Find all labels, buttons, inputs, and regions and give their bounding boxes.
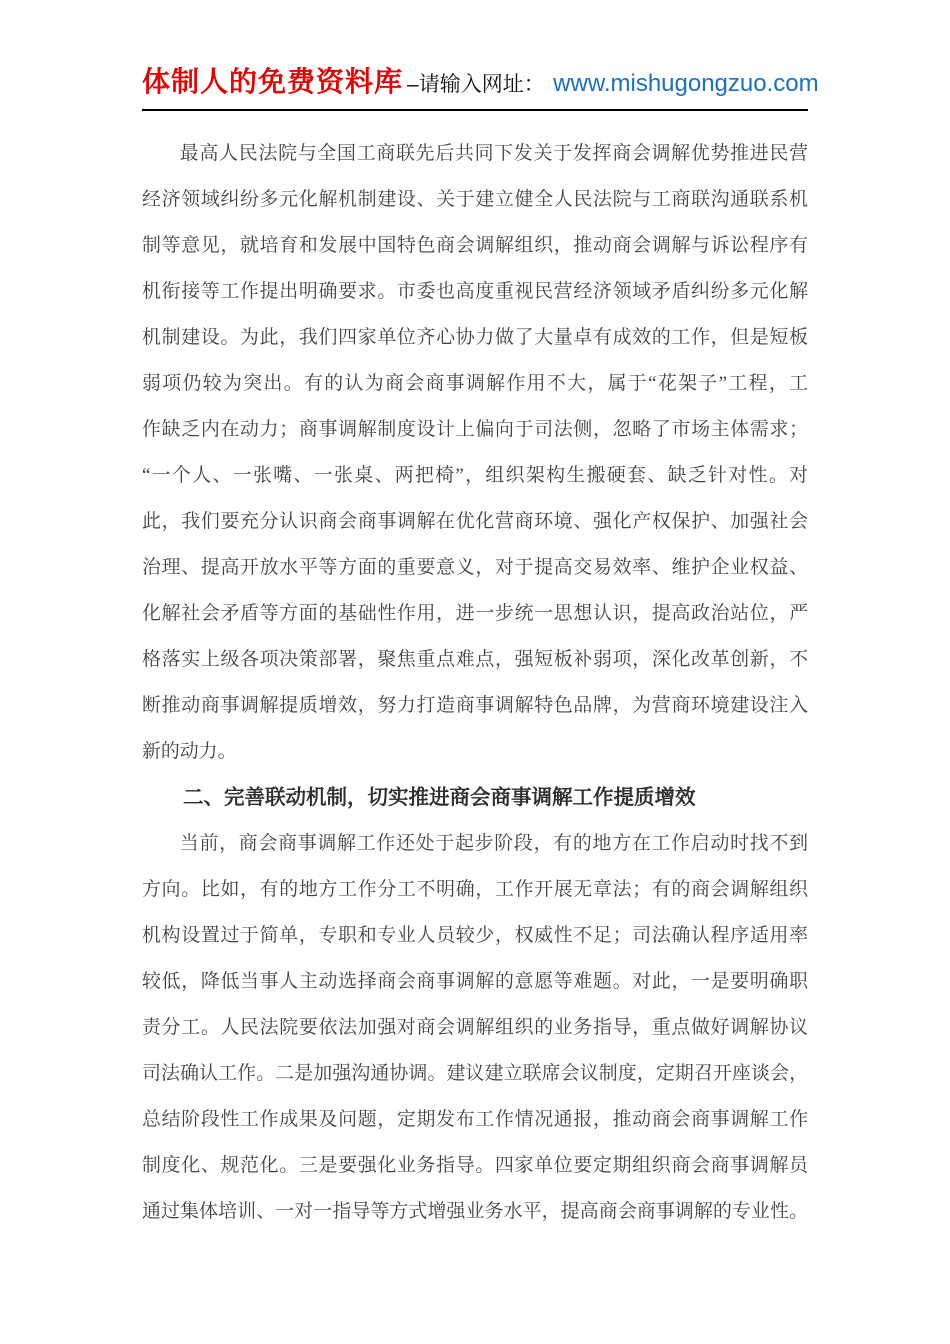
- paragraph: [142, 821, 808, 1235]
- text-line: 弱项仍较为突出。有的认为商会商事调解作用不大，属于“花架子”工程，工: [142, 373, 808, 394]
- text-line: 机衔接等工作提出明确要求。市委也高度重视民营经济领域矛盾纠纷多元化解: [142, 281, 808, 302]
- text-line: 机制建设。为此，我们四家单位齐心协力做了大量卓有成效的工作，但是短板: [142, 327, 808, 348]
- text-line: 新的动力。: [142, 741, 237, 762]
- text-line: 机构设置过于简单，专职和专业人员较少，权威性不足；司法确认程序适用率: [142, 925, 808, 946]
- text-line: 断推动商事调解提质增效，努力打造商事调解特色品牌，为营商环境建设注入: [142, 695, 808, 716]
- text-line: 通过集体培训、一对一指导等方式增强业务水平，提高商会商事调解的专业性。: [142, 1201, 808, 1222]
- site-title: 体制人的免费资料库: [142, 66, 404, 97]
- text-line: 此，我们要充分认识商会商事调解在优化营商环境、强化产权保护、加强社会: [142, 511, 808, 532]
- text-line: 制度化、规范化。三是要强化业务指导。四家单位要定期组织商会商事调解员: [142, 1155, 808, 1176]
- paragraph: [142, 131, 808, 775]
- text-line: 较低，降低当事人主动选择商会商事调解的意愿等难题。对此，一是要明确职: [142, 971, 808, 992]
- text-line: 作缺乏内在动力；商事调解制度设计上偏向于司法侧，忽略了市场主体需求；: [142, 419, 808, 440]
- text-line: 当前，商会商事调解工作还处于起步阶段，有的地方在工作启动时找不到: [179, 833, 808, 854]
- text-line: 经济领域纠纷多元化解机制建设、关于建立健全人民法院与工商联沟通联系机: [142, 189, 808, 210]
- text-line: 责分工。人民法院要依法加强对商会调解组织的业务指导，重点做好调解协议: [142, 1017, 808, 1038]
- document-body: [142, 131, 808, 1235]
- text-line: 格落实上级各项决策部署，聚焦重点难点，强短板补弱项，深化改革创新，不: [142, 649, 808, 670]
- text-line: 司法确认工作。二是加强沟通协调。建议建立联席会议制度，定期召开座谈会，: [142, 1063, 808, 1084]
- site-url-link[interactable]: www.mishugongzuo.com: [553, 70, 819, 97]
- text-line: 总结阶段性工作成果及问题，定期发布工作情况通报，推动商会商事调解工作: [142, 1109, 808, 1130]
- text-line: 化解社会矛盾等方面的基础性作用，进一步统一思想认识，提高政治站位，严: [142, 603, 808, 624]
- text-line: “一个人、一张嘴、一张桌、两把椅”，组织架构生搬硬套、缺乏针对性。对: [142, 465, 808, 486]
- text-line: 最高人民法院与全国工商联先后共同下发关于发挥商会调解优势推进民营: [179, 143, 808, 164]
- heading-line: 二、完善联动机制，切实推进商会商事调解工作提质增效: [183, 786, 696, 809]
- text-line: 治理、提高开放水平等方面的重要意义，对于提高交易效率、维护企业权益、: [142, 557, 808, 578]
- site-url-hint: –请输入网址：: [407, 73, 545, 96]
- text-line: 制等意见，就培育和发展中国特色商会调解组织，推动商会调解与诉讼程序有: [142, 235, 808, 256]
- section-heading: [142, 775, 808, 821]
- site-header: [142, 60, 819, 111]
- text-line: 方向。比如，有的地方工作分工不明确，工作开展无章法；有的商会调解组织: [142, 879, 808, 900]
